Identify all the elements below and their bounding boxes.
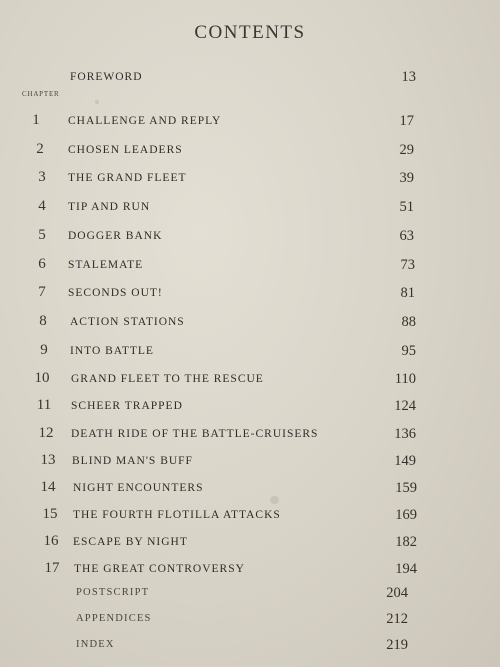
chapter-title: TIP AND RUN [68,201,151,214]
chapter-title: THE GREAT CONTROVERSY [74,563,245,575]
back-matter-row [0,610,500,630]
chapter-row [0,342,500,362]
chapter-row [0,227,500,247]
page-title: CONTENTS [194,22,306,43]
chapter-column-label: CHAPTER [22,90,60,98]
foreword-label: FOREWORD [70,71,143,83]
chapter-page-number: 63 [399,227,414,244]
chapter-title: THE FOURTH FLOTILLA ATTACKS [73,508,281,521]
chapter-title: CHALLENGE AND REPLY [68,115,222,127]
chapter-row [0,560,500,580]
chapter-page-number: 124 [394,398,416,415]
chapter-page-number: 136 [394,425,416,442]
chapter-row [0,506,500,526]
chapter-row [0,425,500,445]
paper-stain [95,100,99,104]
back-matter-row [0,636,500,656]
chapter-page-number: 51 [399,199,414,216]
back-matter-title: APPENDICES [76,613,152,624]
chapter-page-number: 149 [394,452,416,469]
back-matter-row [0,584,500,604]
chapter-page-number: 95 [401,342,416,359]
chapter-number: 5 [38,226,46,243]
chapter-number: 7 [38,284,46,301]
chapter-number: 13 [40,451,56,468]
chapter-page-number: 73 [400,256,415,273]
chapter-title: SECONDS OUT! [68,287,163,300]
chapter-page-number: 29 [399,141,414,158]
chapter-page-number: 169 [395,506,417,523]
chapter-row [0,452,500,472]
chapter-page-number: 17 [399,113,414,129]
chapter-number: 15 [42,505,58,522]
chapter-title: GRAND FLEET TO THE RESCUE [71,373,264,386]
chapter-row [0,370,500,390]
chapter-number: 14 [40,478,56,495]
chapter-title: INTO BATTLE [70,344,154,357]
chapter-row [0,256,500,276]
chapter-row [0,479,500,499]
chapter-number: 4 [38,198,46,215]
chapter-title: THE GRAND FLEET [68,172,187,185]
back-matter-page-number: 212 [386,611,408,627]
back-matter-title: INDEX [76,639,115,650]
chapter-number: 10 [34,370,50,387]
chapter-title: STALEMATE [68,258,144,271]
foreword-row [0,68,500,88]
chapter-number: 1 [32,112,40,128]
back-matter-title: POSTSCRIPT [76,587,150,598]
chapter-row [0,198,500,218]
chapter-page-number: 194 [395,561,417,577]
chapter-title: ACTION STATIONS [70,315,185,328]
chapter-page-number: 110 [394,371,416,388]
chapter-page-number: 88 [401,313,416,330]
chapter-title: BLIND MAN'S BUFF [72,454,193,467]
chapter-number: 12 [38,424,54,441]
chapter-number: 17 [44,560,60,576]
chapter-page-number: 39 [399,170,414,187]
chapter-title: SCHEER TRAPPED [71,400,183,413]
chapter-row [0,284,500,304]
chapter-row [0,112,500,132]
chapter-page-number: 81 [400,285,415,302]
chapter-title: DOGGER BANK [68,229,163,242]
chapter-row [0,141,500,161]
foreword-page-number: 13 [401,69,416,85]
chapter-number: 16 [43,532,59,549]
chapter-number: 9 [40,341,48,358]
chapter-number: 2 [36,140,44,157]
chapter-number: 3 [38,169,46,186]
chapter-page-number: 159 [395,479,417,496]
chapter-title: ESCAPE BY NIGHT [73,535,188,548]
back-matter-page-number: 219 [386,637,408,653]
chapter-number: 6 [38,255,46,272]
chapter-row [0,397,500,417]
back-matter-page-number: 204 [386,585,408,601]
chapter-page-number: 182 [395,533,417,550]
chapter-row [0,313,500,333]
chapter-title: DEATH RIDE OF THE BATTLE-CRUISERS [71,427,319,440]
chapter-row [0,169,500,189]
chapter-title: CHOSEN LEADERS [68,143,183,156]
chapter-title: NIGHT ENCOUNTERS [73,481,204,494]
chapter-number: 8 [39,312,47,329]
chapter-number: 11 [36,397,52,414]
chapter-row [0,533,500,553]
